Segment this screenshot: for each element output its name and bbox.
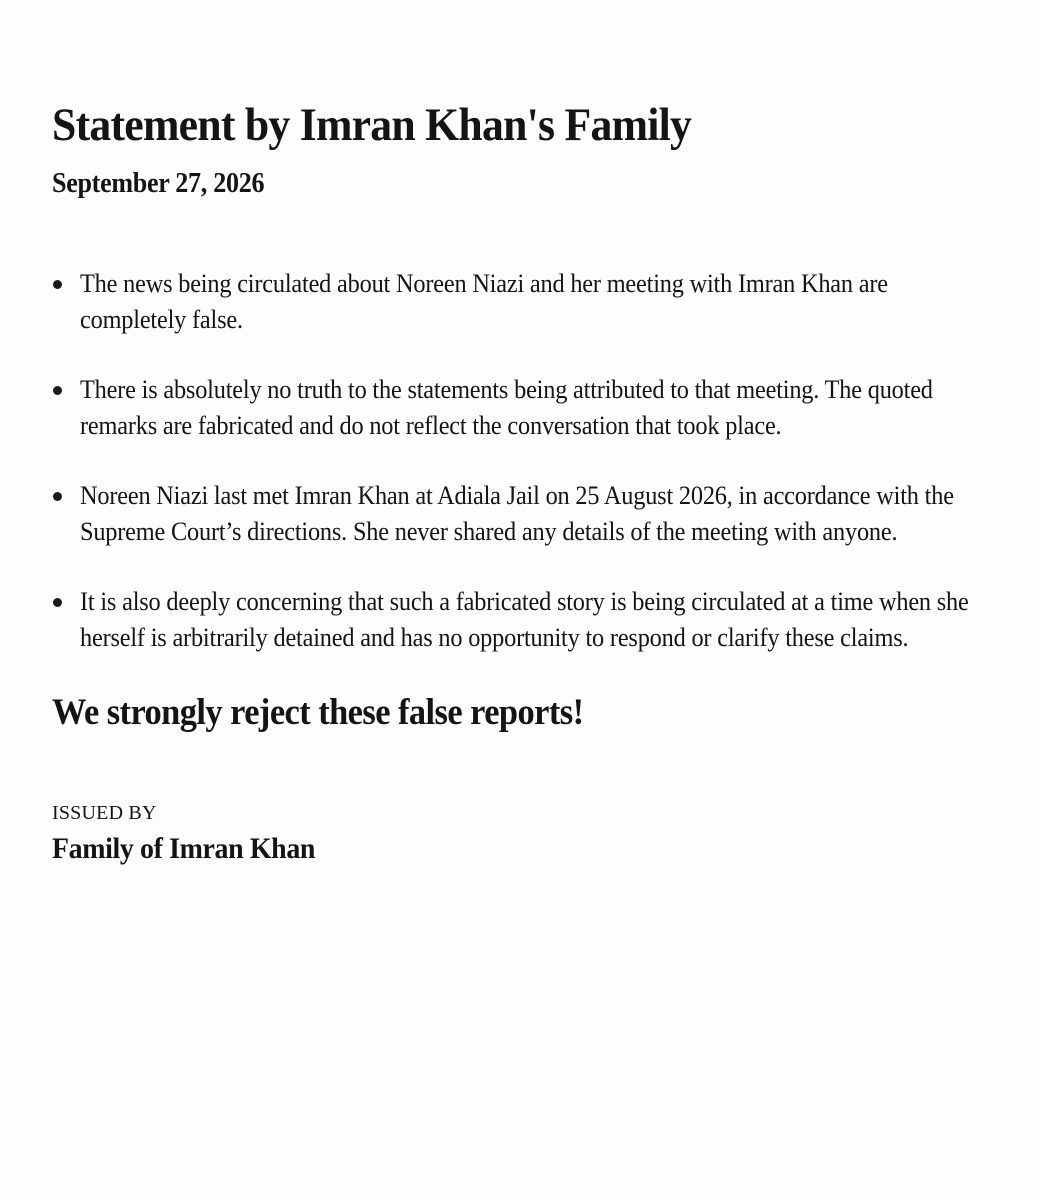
statement-point-text: The news being circulated about Noreen Niazi and her meeting with Imran Khan are completely false. xyxy=(80,269,888,334)
statement-title: Statement by Imran Khan's Family xyxy=(52,99,692,151)
bullet-icon xyxy=(53,280,62,289)
bullet-icon xyxy=(53,598,62,607)
statement-points-list xyxy=(52,266,996,656)
bullet-icon xyxy=(53,386,62,395)
statement-point xyxy=(52,478,996,550)
closing-statement: We strongly reject these false reports! xyxy=(52,692,584,733)
statement-point-text: It is also deeply concerning that such a fabricated story is being circulated at a time when she herself is arbitrarily detained and has no opportunity to respond or clarify these claims. xyxy=(80,587,969,652)
statement-point xyxy=(52,584,996,656)
statement-point-text: Noreen Niazi last met Imran Khan at Adiala Jail on 25 August 2026, in accordance with the Supreme Court’s directions. She never shared any details of the meeting with anyone. xyxy=(80,481,954,546)
issuer-name: Family of Imran Khan xyxy=(52,832,316,865)
statement-point-text: There is absolutely no truth to the statements being attributed to that meeting. The quoted remarks are fabricated and do not reflect the conversation that took place. xyxy=(80,375,933,440)
statement-point xyxy=(52,372,996,444)
statement-point xyxy=(52,266,996,338)
statement-date: September 27, 2026 xyxy=(52,168,265,199)
bullet-icon xyxy=(53,492,62,501)
issued-by-label: ISSUED BY xyxy=(52,802,157,824)
